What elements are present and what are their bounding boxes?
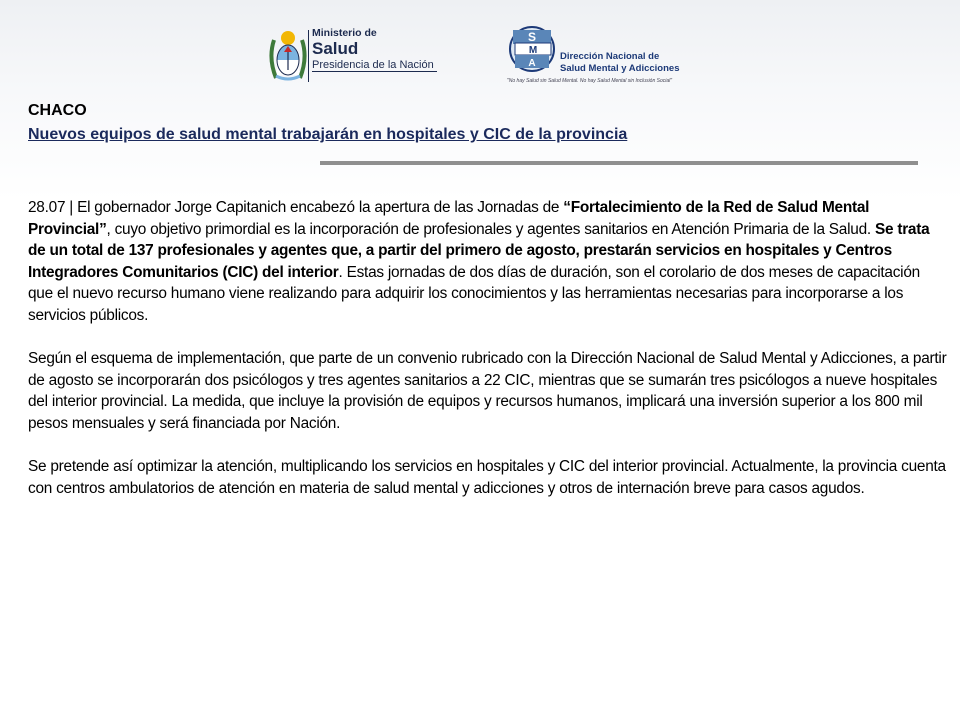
p1-intro: 28.07 | El gobernador Jorge Capitanich encabezó la apertura de las Jornadas de	[28, 199, 564, 216]
sma-emblem-icon	[507, 24, 557, 74]
p1-closing: . Estas jornadas de dos días de duración, son el corolario de dos meses de capacitación que el nuevo recurso humano viene realizando para adquirir los conocimientos y las herramientas necesarias para incorporarse a los servicios públicos.	[28, 263, 920, 324]
ministerio-salud-logo	[268, 26, 458, 86]
dnsma-line2: Salud Mental y Adicciones	[560, 63, 680, 74]
sma-letter-m: M	[528, 45, 538, 56]
dnsma-line1: Dirección Nacional de	[560, 51, 660, 62]
p1-objective: , cuyo objetivo primordial es la incorporación de profesionales y agentes sanitarios en Atención Primaria de la Salud.	[106, 220, 875, 238]
ministerio-wordmark	[312, 28, 437, 72]
paragraph-2: Según el esquema de implementación, que parte de un convenio rubricado con la Dirección Nacional de Salud Mental y Adicciones, a partir de agosto se incorporarán dos psicólogos y tres agentes sanitarios a 22 CIC, mientras que se sumarán tres psicólogos a nueve hospitales del interior provincial. La medida, que incluye la provisión de equipos y recursos humanos, implicará una inversión superior a los 800 mil pesos mensuales y será financiada por Nación.	[28, 350, 947, 432]
sma-letter-s: S	[527, 30, 537, 44]
article-body	[28, 197, 948, 521]
dnsma-tagline: "No hay Salud sin Salud Mental. No hay Salud Mental sin Inclusión Social"	[507, 78, 673, 84]
title-divider	[320, 161, 918, 165]
paragraph-1	[28, 197, 948, 327]
dnsma-logo	[505, 24, 705, 86]
ministerio-line3: Presidencia de la Nación	[312, 60, 437, 72]
ministerio-line1: Ministerio de	[312, 27, 377, 39]
article-headline: Nuevos equipos de salud mental trabajarán en hospitales y CIC de la provincia	[28, 126, 628, 143]
region-label: CHACO	[28, 102, 87, 119]
logo-divider	[308, 30, 309, 82]
p1-event-name: “Fortalecimiento de la Red de Salud Mental Provincial”	[28, 199, 870, 238]
coat-of-arms-icon	[268, 26, 308, 86]
paragraph-3: Se pretende así optimizar la atención, multiplicando los servicios en hospitales y CIC del interior provincial. Actualmente, la provincia cuenta con centros ambulatorios de atención en materia de salud mental y adicciones y otros de internación breve para casos agudos.	[28, 458, 946, 497]
ministerio-line2: Salud	[312, 38, 359, 58]
p1-highlight: Se trata de un total de 137 profesionales y agentes que, a partir del primero de agosto, prestarán servicios en hospitales y Centros Integradores Comunitarios (CIC) del interior	[28, 220, 930, 281]
sma-letter-a: A	[528, 58, 536, 69]
